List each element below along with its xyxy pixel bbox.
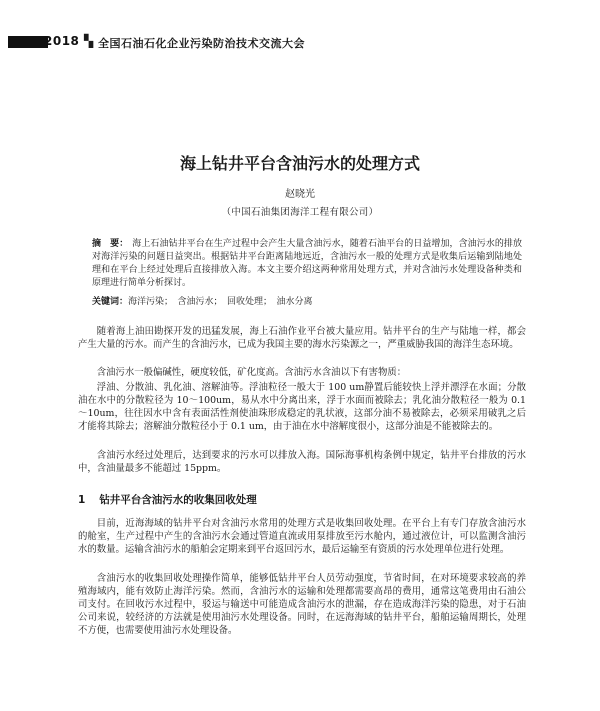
abstract-text: 海上石油钻井平台在生产过程中会产生大量含油污水，随着石油平台的日益增加，含油污水的排放对海洋污染的问题日益突出。根据钻井平台距离陆地远近，含油污水一般的处理方式是收集后运输到陆地处理和在平台上经过处理后直接排放入海。本文主要介绍这两种常用处理方式，并对含油污水处理设备种类和原理进行简单分析探讨。 bbox=[92, 239, 522, 288]
header-conference: 全国石油石化企业污染防治技术交流大会 bbox=[98, 37, 305, 50]
body-paragraph: 含油污水经过处理后，达到要求的污水可以排放入海。国际海事机构条例中规定，钻井平台排放的污水中，含油量最多不能超过 15ppm。 bbox=[78, 450, 526, 474]
paper-title: 海上钻井平台含油污水的处理方式 bbox=[179, 154, 420, 173]
body-paragraph: 随着海上油田勘探开发的迅猛发展，海上石油作业平台被大量应用。钻井平台的生产与陆地一样，都会产生大量的污水。而产生的含油污水，已成为我国主要的海水污染源之一，严重威胁我国的海洋生态环境。 bbox=[78, 326, 526, 350]
header-year: 2018 bbox=[44, 34, 80, 48]
keywords-label: 关键词： bbox=[92, 297, 129, 307]
keywords-text: 海洋污染； 含油污水； 回收处理； 油水分离 bbox=[128, 297, 313, 307]
section-paragraph: 含油污水的收集回收处理操作简单，能够低钻井平台人员劳动强度，节省时间，在对环境要求较高的养殖海域内，能有效防止海洋污染。然而，含油污水的运输和处理都需要高昂的费用，通常这笔费用由石油公司支付。在回收污水过程中，驳运与输送中可能造成含油污水的泄漏，存在造成海洋污染的隐患，对于石油公司来说，较经济的方法就是使用油污水处理设备。同时，在远海海域的钻井平台，船舶运输周期长，处理不方便，也需要使用油污水处理设备。 bbox=[78, 573, 526, 636]
header-marker-icon: ▚ bbox=[84, 34, 94, 48]
abstract bbox=[92, 238, 522, 290]
header-bar bbox=[8, 36, 48, 48]
keywords bbox=[92, 294, 522, 307]
paper-affiliation: （中国石油集团海洋工程有限公司） bbox=[221, 207, 379, 218]
section-number: 1 bbox=[78, 494, 86, 506]
section-title: 钻井平台含油污水的收集回收处理 bbox=[99, 494, 257, 506]
running-header bbox=[0, 31, 600, 53]
abstract-label: 摘 要： bbox=[92, 239, 129, 249]
section-heading bbox=[78, 492, 257, 507]
section-paragraph: 目前，近海海域的钻井平台对含油污水常用的处理方式是收集回收处理。在平台上有专门存放含油污水的舱室，生产过程中产生的含油污水会通过管道直流或用泵排放至污水舱内，通过液位计，可以监测含油污水的数量。运输含油污水的船舶会定期来到平台返回污水，最后运输至有资质的污水处理单位进行处理。 bbox=[78, 518, 526, 555]
body-paragraph: 浮油、分散油、乳化油、溶解油等。浮油粒径一般大于 100 um静置后能较快上浮并漂浮在水面；分散油在水中的分散粒径为 10～100um，易从水中分离出来，浮于水面而被除去；乳化油分散粒径一般为 0.1～10um，往往因水中含有表面活性剂使油珠形成稳定的乳状液，这部分油不易被除去，必须采用破乳之后才能将其除去；溶解油分散粒径小于 0.1 um，由于油在水中溶解度很小，这部分油是不能被除去的。 bbox=[78, 382, 526, 432]
body-paragraph: 含油污水一般偏碱性，硬度较低，矿化度高。含油污水含油以下有害物质： bbox=[96, 367, 407, 378]
paper-author: 赵晓光 bbox=[285, 189, 315, 200]
